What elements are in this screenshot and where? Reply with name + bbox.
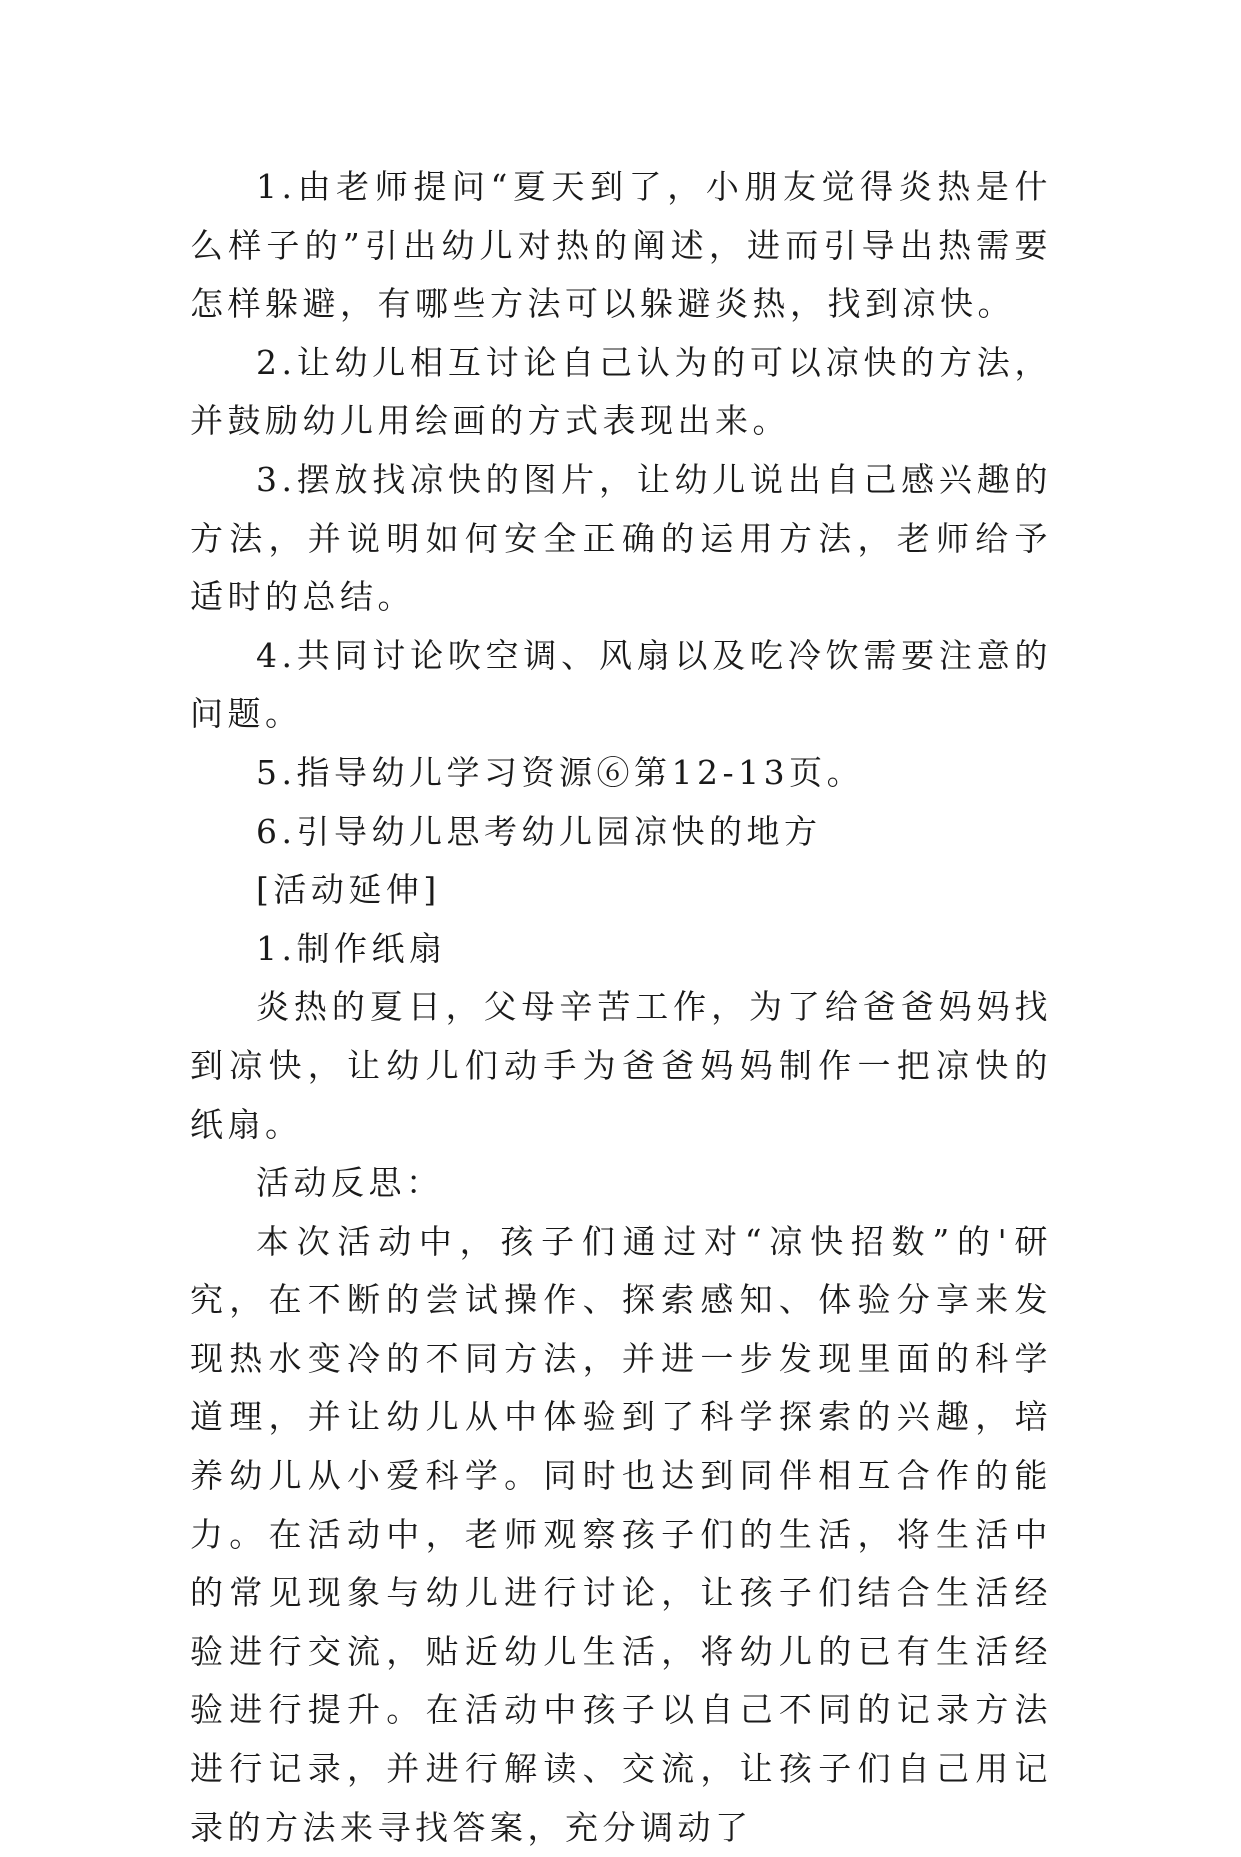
paragraph-extension-1: 1.制作纸扇 — [256, 928, 447, 968]
paragraph-extension-text: 炎热的夏日，父母辛苦工作，为了给爸爸妈妈找到凉快，让幼儿们动手为爸爸妈妈制作一把凉快的纸扇。 — [190, 987, 1052, 1144]
section-heading-reflection: 活动反思： — [256, 1163, 444, 1203]
paragraph-step-3: 3.摆放找凉快的图片，让幼儿说出自己感兴趣的方法，并说明如何安全正确的运用方法，老师给予适时的总结。 — [190, 459, 1052, 617]
section-heading-extension: [活动延伸] — [256, 870, 441, 910]
paragraph-step-5: 5.指导幼儿学习资源⑥第12-13页。 — [256, 752, 865, 792]
paragraph-step-6: 6.引导幼儿思考幼儿园凉快的地方 — [256, 811, 822, 851]
paragraph-step-2: 2.让幼儿相互讨论自己认为的可以凉快的方法，并鼓励幼儿用绘画的方式表现出来。 — [190, 342, 1052, 441]
paragraph-step-4: 4.共同讨论吹空调、风扇以及吃冷饮需要注意的问题。 — [190, 635, 1052, 734]
paragraph-step-1: 1.由老师提问“夏天到了，小朋友觉得炎热是什么样子的”引出幼儿对热的阐述，进而引导出热需要怎样躲避，有哪些方法可以躲避炎热，找到凉快。 — [190, 167, 1052, 324]
document-body — [190, 158, 1052, 1857]
paragraph-reflection: 本次活动中，孩子们通过对“凉快招数”的'研究，在不断的尝试操作、探索感知、体验分享来发现热水变冷的不同方法，并进一步发现里面的科学道理，并让幼儿从中体验到了科学探索的兴趣，培养幼儿从小爱科学。同时也达到同伴相互合作的能力。在活动中，老师观察孩子们的生活，将生活中的常见现象与幼儿进行讨论，让孩子们结合生活经验进行交流，贴近幼儿生活，将幼儿的已有生活经验进行提升。在活动中孩子以自己不同的记录方法进行记录，并进行解读、交流，让孩子们自己用记录的方法来寻找答案，充分调动了 — [190, 1221, 1052, 1847]
